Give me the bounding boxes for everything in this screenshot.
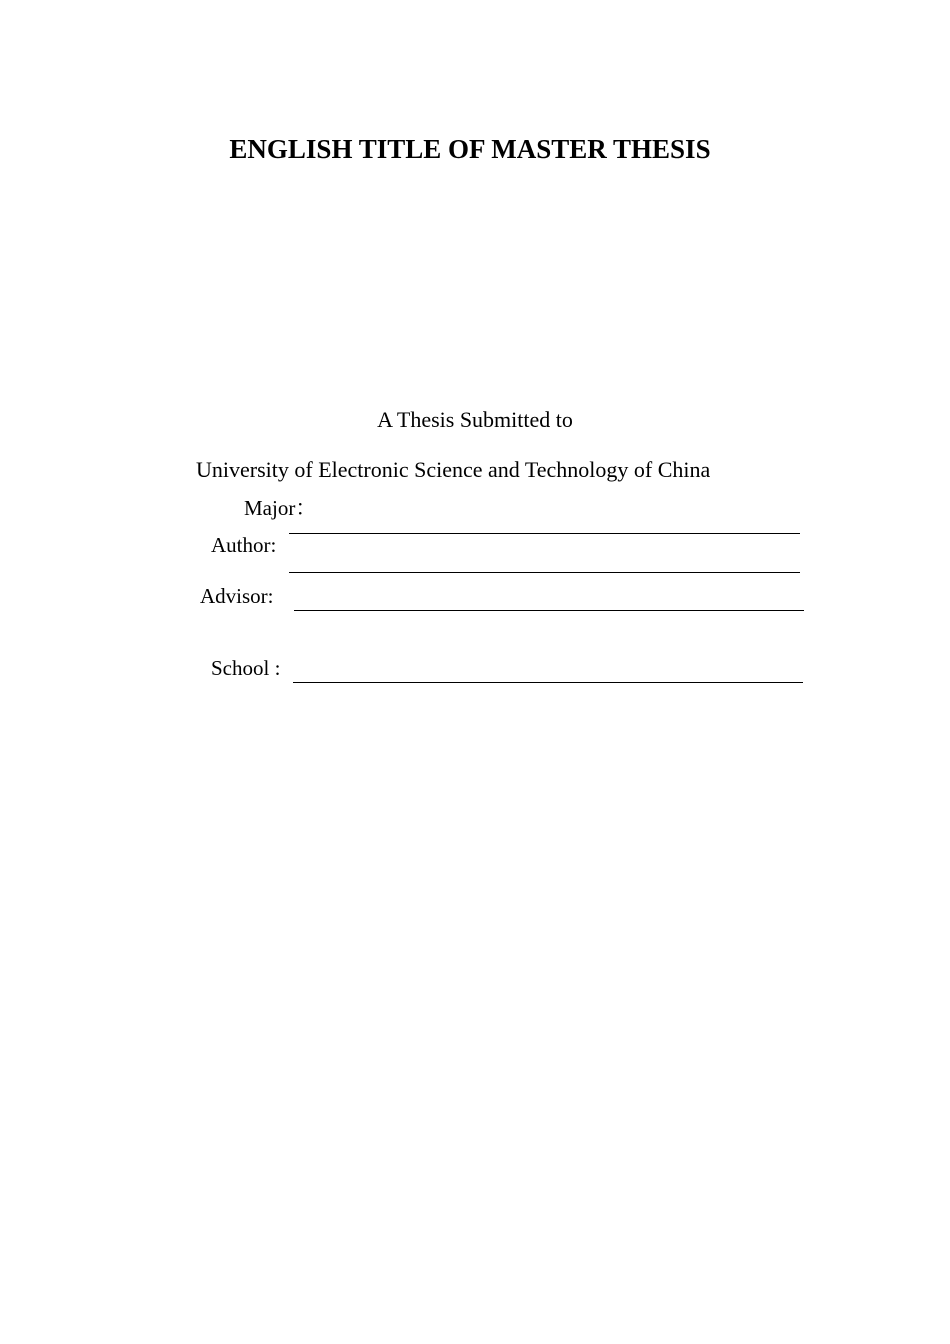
school-label: School : <box>211 656 281 680</box>
advisor-label: Advisor: <box>200 584 274 608</box>
thesis-english-title: ENGLISH TITLE OF MASTER THESIS <box>229 134 711 164</box>
author-label: Author: <box>211 533 277 557</box>
major-label: Major： <box>244 496 317 520</box>
school-underline <box>293 682 803 683</box>
advisor-underline <box>294 610 804 611</box>
author-underline <box>289 572 800 573</box>
major-underline <box>289 533 800 534</box>
university-name: University of Electronic Science and Technology of China <box>196 457 711 482</box>
submitted-to-line: A Thesis Submitted to <box>377 407 573 432</box>
